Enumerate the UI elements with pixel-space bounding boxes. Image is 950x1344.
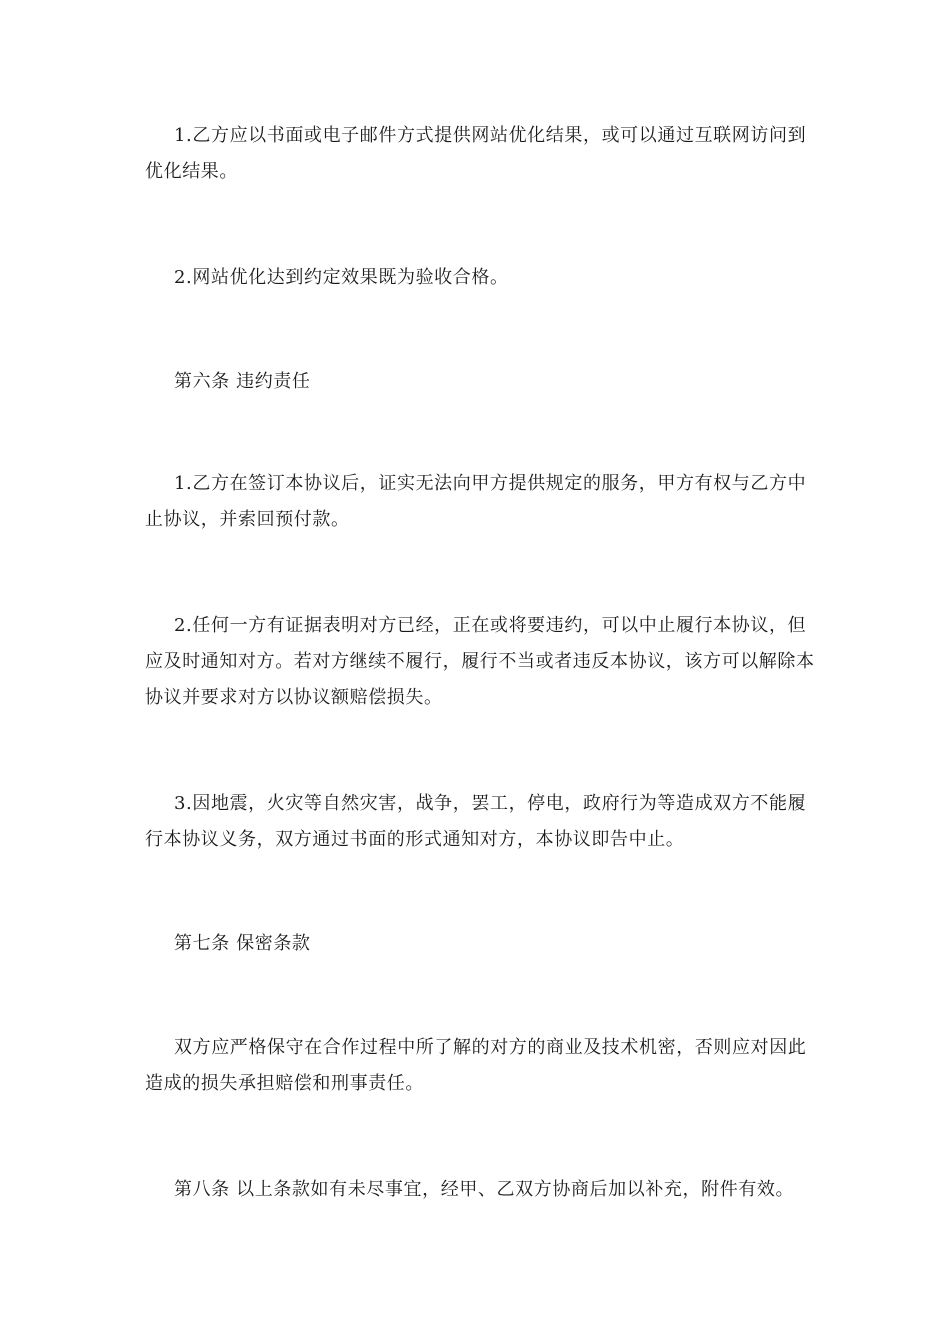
clause-5-item-1: 1.乙方应以书面或电子邮件方式提供网站优化结果，或可以通过互联网访问到优化结果。 xyxy=(145,125,807,182)
clause-6-item-3: 3.因地震，火灾等自然灾害，战争，罢工，停电，政府行为等造成双方不能履行本协议义务，双方通过书面的形式通知对方，本协议即告中止。 xyxy=(145,793,807,850)
clause-6-item-2: 2.任何一方有证据表明对方已经，正在或将要违约，可以中止履行本协议，但应及时通知对方。若对方继续不履行，履行不当或者违反本协议，该方可以解除本协议并要求对方以协议额赔偿损失。 xyxy=(145,615,815,708)
clause-6-item-1: 1.乙方在签订本协议后，证实无法向甲方提供规定的服务，甲方有权与乙方中止协议，并索回预付款。 xyxy=(145,473,807,530)
clause-7-heading: 第七条 保密条款 xyxy=(174,933,311,954)
clause-5-item-2: 2.网站优化达到约定效果既为验收合格。 xyxy=(174,267,509,288)
clause-6-heading: 第六条 违约责任 xyxy=(174,371,311,392)
clause-7-body: 双方应严格保守在合作过程中所了解的对方的商业及技术机密，否则应对因此造成的损失承担赔偿和刑事责任。 xyxy=(145,1037,807,1094)
clause-8: 第八条 以上条款如有未尽事宜，经甲、乙双方协商后加以补充，附件有效。 xyxy=(174,1179,795,1200)
